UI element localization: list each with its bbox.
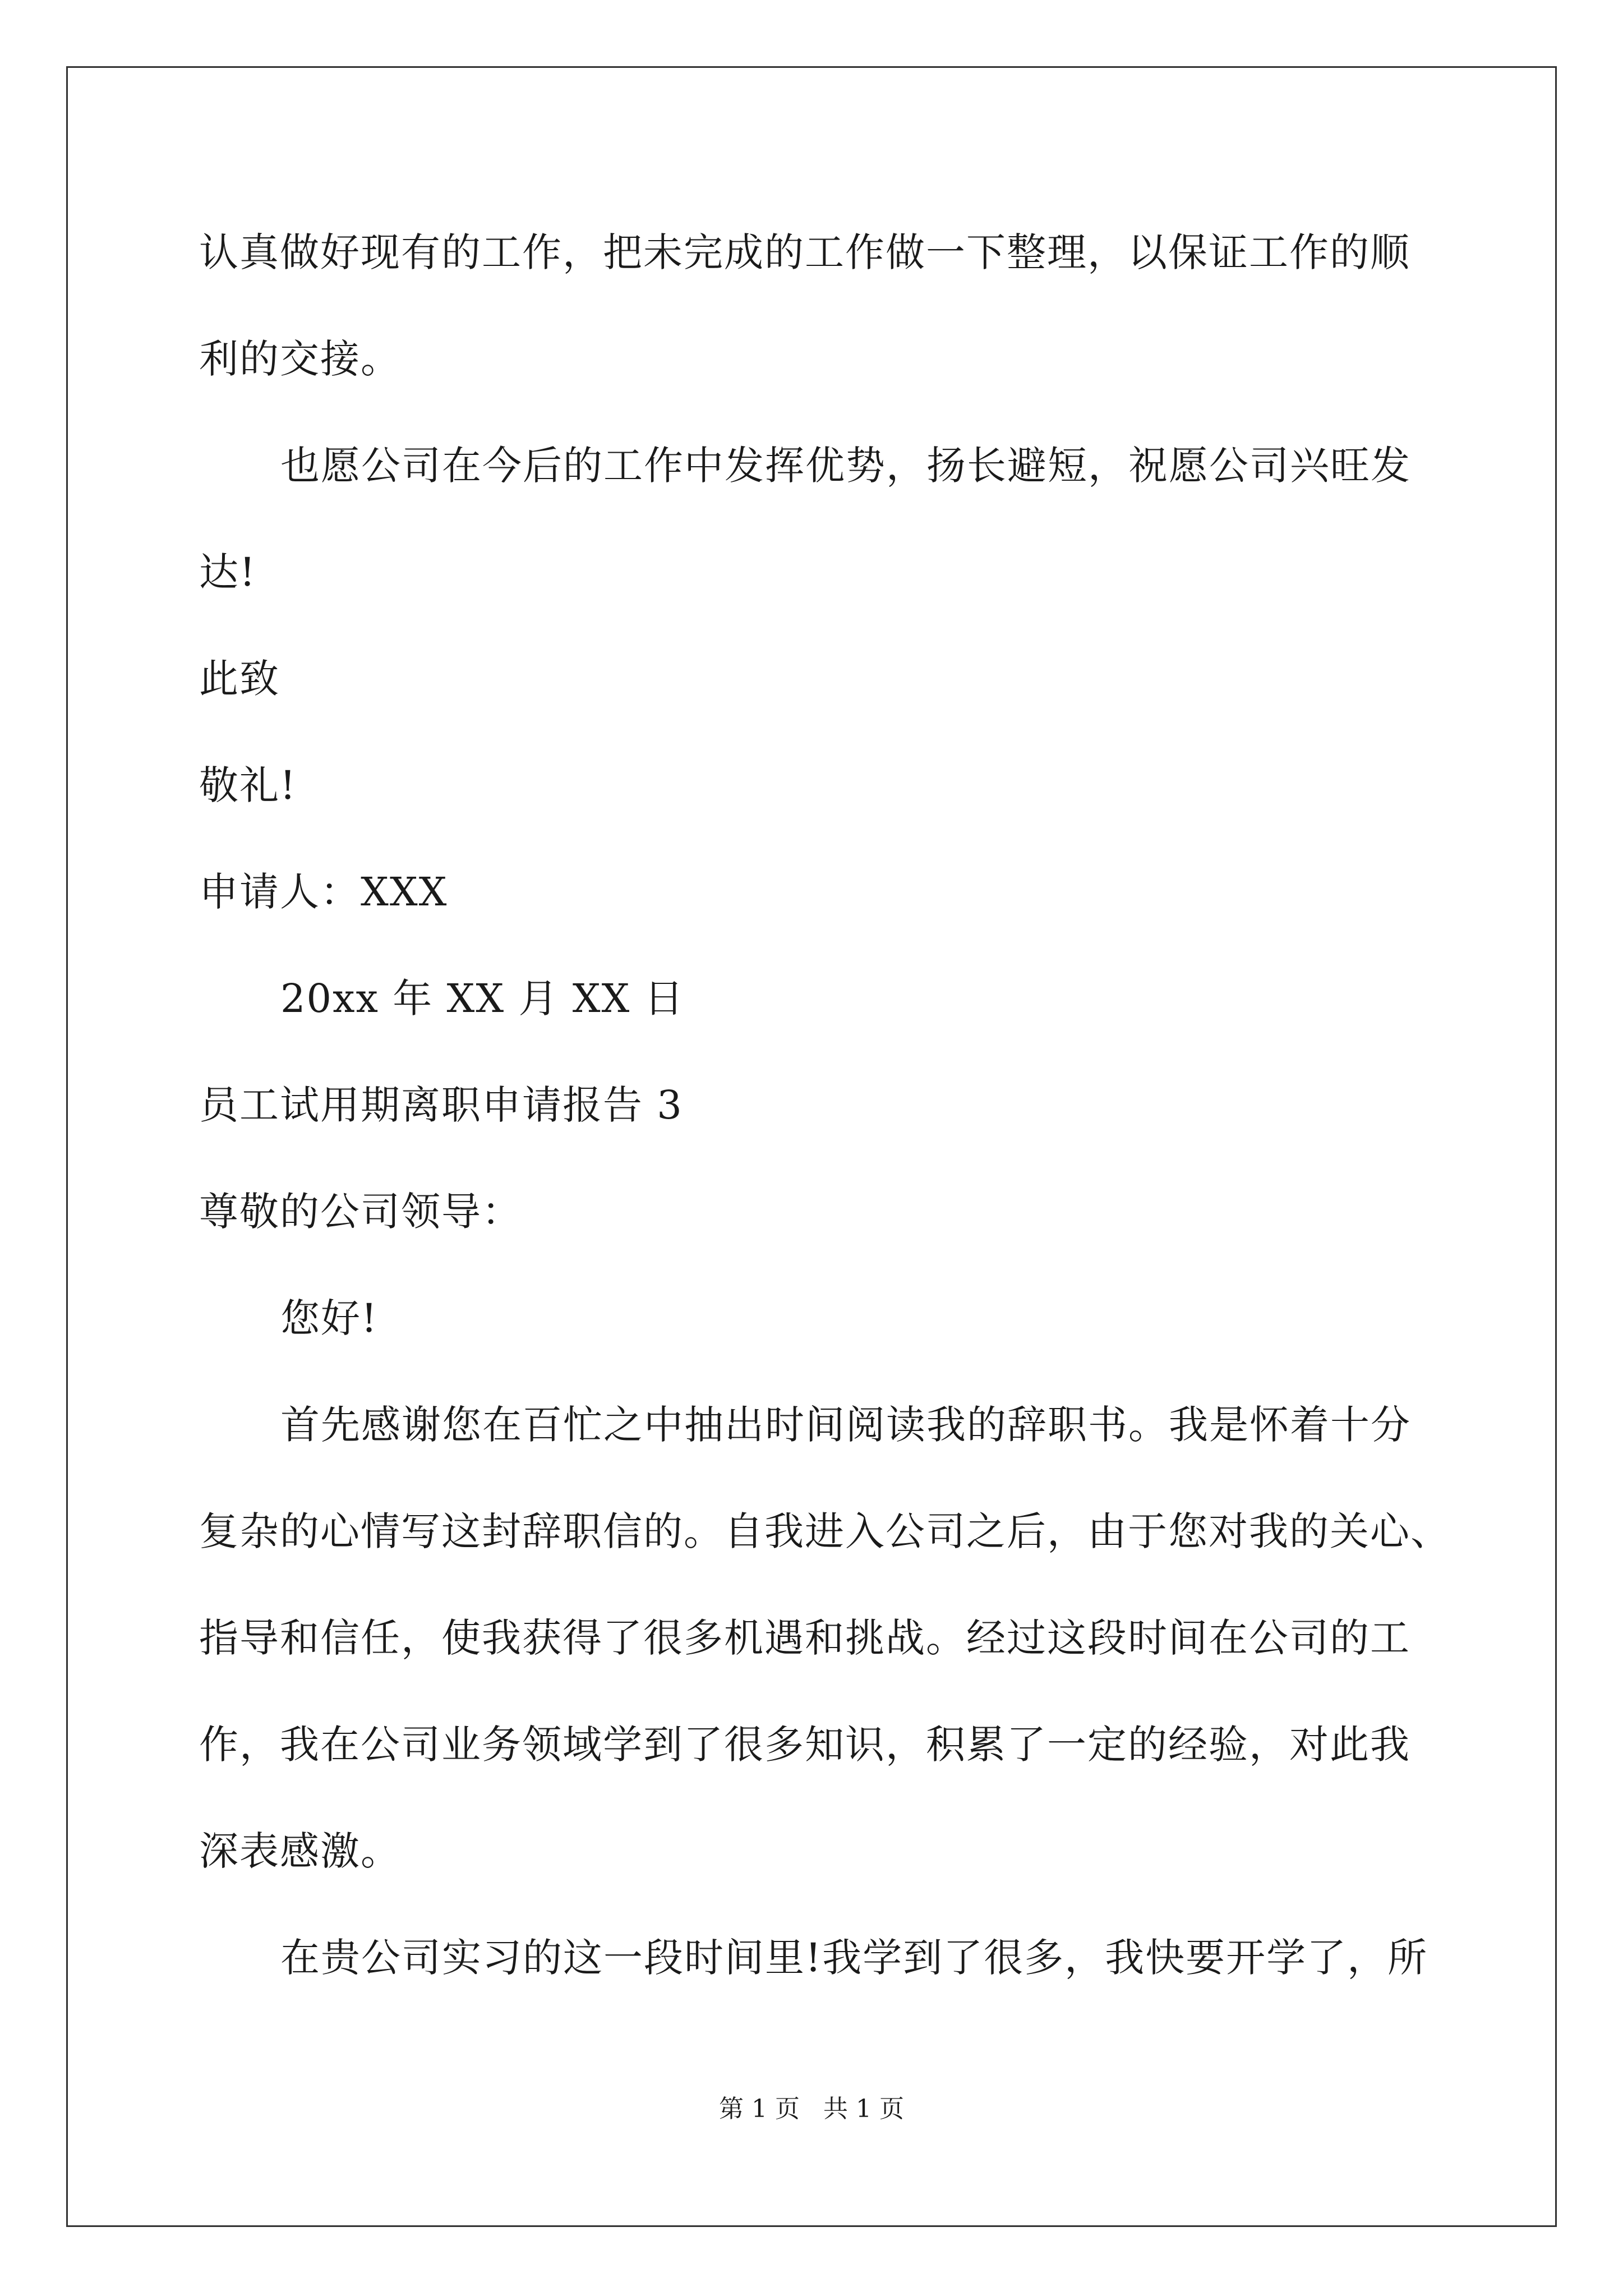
page-footer: 第 1 页 共 1 页	[719, 2095, 904, 2123]
applicant-signature: 申请人：XXX	[199, 869, 448, 915]
page-border	[66, 66, 1557, 2227]
text-line: 在贵公司实习的这一段时间里!我学到了很多，我快要开学了，所	[280, 1935, 1428, 1981]
closing-salutation: 此致	[199, 656, 280, 702]
text-line: 深表感激。	[199, 1828, 401, 1874]
greeting: 尊敬的公司领导：	[199, 1189, 522, 1235]
text-line: 首先感谢您在百忙之中抽出时间阅读我的辞职书。我是怀着十分	[280, 1402, 1411, 1448]
text-line: 认真做好现有的工作，把未完成的工作做一下整理，以保证工作的顺	[199, 229, 1410, 275]
text-line: 达!	[199, 549, 257, 595]
section-title: 员工试用期离职申请报告 3	[199, 1082, 683, 1128]
closing-regards: 敬礼!	[199, 762, 297, 808]
text-line: 作，我在公司业务领域学到了很多知识，积累了一定的经验，对此我	[199, 1722, 1410, 1768]
text-line: 您好!	[280, 1295, 379, 1341]
text-line: 利的交接。	[199, 336, 401, 382]
text-line: 也愿公司在今后的工作中发挥优势，扬长避短，祝愿公司兴旺发	[280, 443, 1411, 489]
text-line: 指导和信任，使我获得了很多机遇和挑战。经过这段时间在公司的工	[199, 1615, 1410, 1661]
text-line: 复杂的心情写这封辞职信的。自我进入公司之后，由于您对我的关心、	[199, 1508, 1451, 1554]
date-line: 20xx 年 XX 月 XX 日	[280, 976, 685, 1022]
